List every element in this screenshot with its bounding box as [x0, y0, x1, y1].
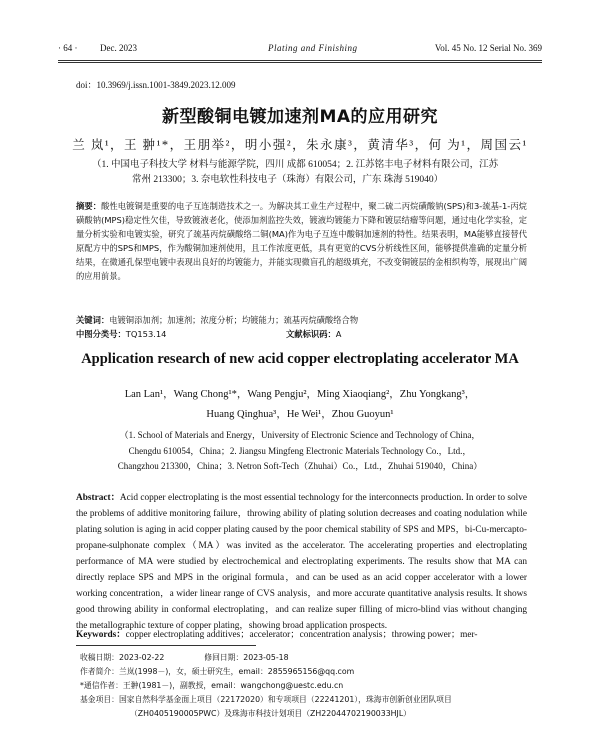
english-abstract-text: Acid copper electroplating is the most essential technology for the interconnects production. In order to solve the problems of additive monitoring failure，throwing ability of plating solution decreases and coating nodulation while plating solution is aging in acid copper plating caused by the poor chemical stability of SPS and MPS，bi-Cu-mercapto-propane-sulphonate complex（MA）was invited as the accelerator. The accelerating properties and electroplating performance of MA were studied by electrochemical and electroplating experiments. The results show that MA can directly replace SPS and MPS in the original formula，and can be used as an acid copper accelerator with a lower working concentration，a wider linear range of CVS analysis，and more accurate quantitative analysis results. It shows good throwing ability in conformal electroplating，and can realize super filling of micro-blind vias without changing the metallographic texture of copper plating，showing broad application prospects. [76, 493, 527, 631]
running-header [58, 43, 542, 59]
chinese-title: 新型酸铜电镀加速剂MA的应用研究 [161, 107, 439, 127]
clc-label: 中图分类号： [76, 329, 126, 339]
chinese-affiliations [92, 158, 520, 188]
chinese-keywords-label: 关键词： [76, 315, 110, 325]
chinese-affiliation-line: （1. 中国电子科技大学 材料与能源学院，四川 成都 610054；2. 江苏铭丰电子材料有限公司，江苏 [92, 160, 499, 170]
english-authors-line: Lan Lan¹，Wang Chong¹*，Wang Pengju²，Ming Xiaoqiang²，Zhu Yongkang³， [124, 389, 476, 400]
english-keywords [76, 626, 527, 640]
english-keywords-label: Keywords： [76, 630, 126, 640]
english-authors [0, 385, 600, 425]
corresponding-author: *通信作者：王翀(1981－)，副教授，email：wangchong@uestc.edu.cn [80, 681, 344, 690]
english-affiliations [60, 428, 540, 475]
journal-name: Plating and Finishing [268, 43, 358, 53]
footnotes [80, 651, 530, 721]
header-rule [58, 60, 542, 61]
page-number: · 64 · [58, 43, 78, 53]
chinese-affiliation-line: 常州 213300；3. 奈电软性科技电子（珠海）有限公司，广东 珠海 519040） [132, 175, 444, 185]
footnote-rule [76, 645, 256, 646]
chinese-keywords-text: 电镀铜添加剂；加速剂；浓度分析；均镀能力；巯基丙烷磺酸络合物 [109, 315, 359, 325]
volume-info: Vol. 45 No. 12 Serial No. 369 [434, 43, 542, 53]
english-affiliation-line: Chengdu 610054，China；2. Jiangsu Mingfeng Electronic Materials Technology Co.，Ltd.， [128, 445, 472, 456]
header-rule-thin [58, 62, 542, 63]
english-authors-line: Huang Qinghua³，He Wei¹，Zhou Guoyun¹ [206, 409, 394, 420]
received-date: 收稿日期：2023-02-22 [80, 653, 165, 662]
english-abstract [76, 490, 527, 634]
chinese-abstract [76, 199, 527, 283]
english-abstract-label: Abstract： [76, 493, 120, 503]
fund-line: 基金项目：国家自然科学基金面上项目（22172020）和专项项目（22241201），珠海市创新创业团队项目 [80, 695, 452, 704]
doc-code-label: 文献标识码： [286, 329, 336, 339]
chinese-abstract-label: 摘要： [76, 201, 102, 211]
english-title: Application research of new acid copper electroplating accelerator MA [81, 351, 519, 367]
english-affiliation-line: （1. School of Materials and Energy，University of Electronic Science and Technology of China， [119, 430, 481, 440]
revised-date: 修回日期：2023-05-18 [204, 653, 289, 662]
issue-date: Dec. 2023 [100, 43, 137, 53]
clc-number: TQ153.14 [125, 329, 167, 339]
fund-line: （ZH0405190005PWC）及珠海市科技计划项目（ZH22044702190033HJL） [130, 709, 411, 718]
author-intro: 作者简介：兰岚(1998－)，女，硕士研究生，email：2855965156@qq.com [80, 667, 355, 676]
chinese-keywords [76, 314, 527, 326]
english-affiliation-line: Changzhou 213300，China；3. Netron Soft-Tech（Zhuhai）Co.，Ltd.，Zhuhai 519040，China） [117, 461, 483, 471]
english-keywords-text: copper electroplating additives；accelerator；concentration analysis；throwing power；mer- [125, 630, 478, 640]
chinese-authors: 兰 岚¹，王 翀¹*，王朋举²，明小强²，朱永康³，黄清华³，何 为¹，周国云¹ [72, 138, 528, 152]
classification-line [76, 328, 526, 340]
doi: doi：10.3969/j.issn.1001-3849.2023.12.009 [76, 80, 236, 90]
doc-code: A [335, 329, 342, 339]
chinese-abstract-text: 酸性电镀铜是重要的电子互连制造技术之一。为解决其工业生产过程中，聚二硫二丙烷磺酸钠(SPS)和3-巯基-1-丙烷磺酸钠(MPS)稳定性欠佳，导致镀液老化，使添加剂监控失效，镀液均镀能力下降和镀层结瘤等问题，通过电化学实验，定量分析实验和电镀实验，研究了巯基丙烷磺酸络二铜(MA)作为电子互连中酸铜加速剂的特性。结果表明，MA能够直接替代原配方中的SPS和MPS，作为酸铜加速剂使用，且工作浓度更低，具有更宽的CVS分析线性区间，能够提供准确的定量分析结果，在微通孔保型电镀中表现出良好的均镀能力，并能实现微盲孔的超级填充，不改变铜镀层的金相织构等，展现出广阔的应用前景。 [76, 201, 527, 281]
